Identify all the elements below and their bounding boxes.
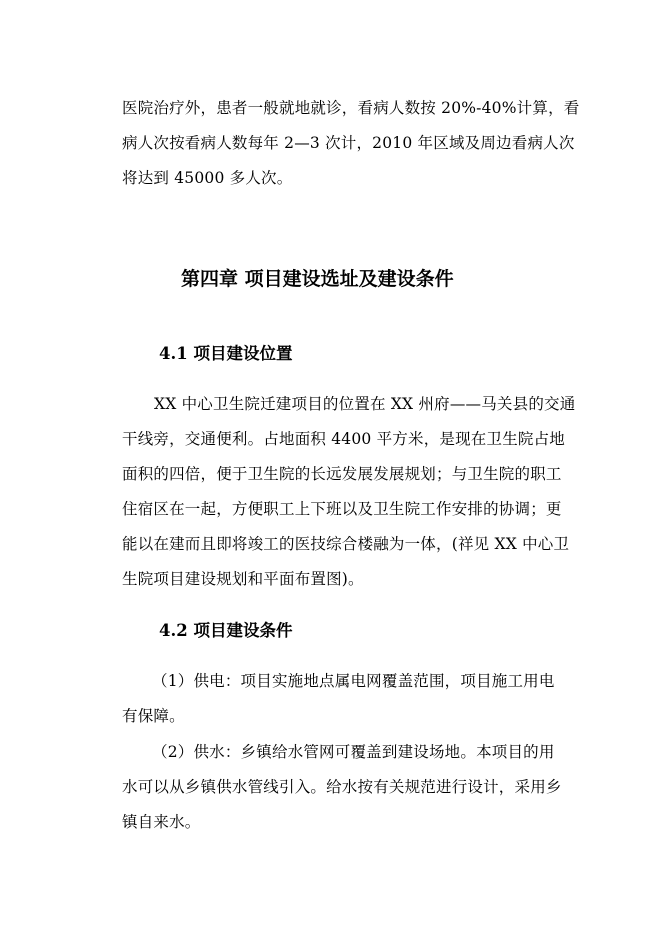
section-4-2-heading: 4.2 项目建设条件 — [159, 621, 293, 640]
intro-line-3: 将达到 45000 多人次。 — [122, 169, 293, 187]
section-4-1-line-2: 干线旁，交通便利。占地面积 4400 平方米，是现在卫生院占地 — [122, 430, 566, 448]
power-supply-line-1: （1）供电：项目实施地点属电网覆盖范围，项目施工用电 — [152, 672, 555, 690]
section-4-1-heading: 4.1 项目建设位置 — [159, 344, 293, 363]
section-4-1-line-1: XX 中心卫生院迁建项目的位置在 XX 州府——马关县的交通 — [154, 395, 576, 413]
intro-line-2: 病人次按看病人数每年 2—3 次计，2010 年区域及周边看病人次 — [122, 134, 575, 152]
water-supply-line-2: 水可以从乡镇供水管线引入。给水按有关规范进行设计，采用乡 — [122, 778, 562, 796]
chapter-title: 第四章 项目建设选址及建设条件 — [181, 268, 454, 290]
section-4-1-line-3: 面积的四倍，便于卫生院的长远发展发展规划；与卫生院的职工 — [122, 465, 562, 483]
section-4-1-line-6: 生院项目建设规划和平面布置图)。 — [122, 570, 364, 588]
section-4-1-line-5: 能以在建而且即将竣工的医技综合楼融为一体，(祥见 XX 中心卫 — [122, 535, 570, 553]
water-supply-line-3: 镇自来水。 — [122, 813, 201, 831]
section-4-1-line-4: 住宿区在一起，方便职工上下班以及卫生院工作安排的协调；更 — [122, 500, 562, 518]
power-supply-line-2: 有保障。 — [122, 707, 185, 725]
water-supply-line-1: （2）供水：乡镇给水管网可覆盖到建设场地。本项目的用 — [152, 743, 555, 761]
intro-line-1: 医院治疗外，患者一般就地就诊，看病人数按 20%-40%计算，看 — [122, 99, 580, 117]
